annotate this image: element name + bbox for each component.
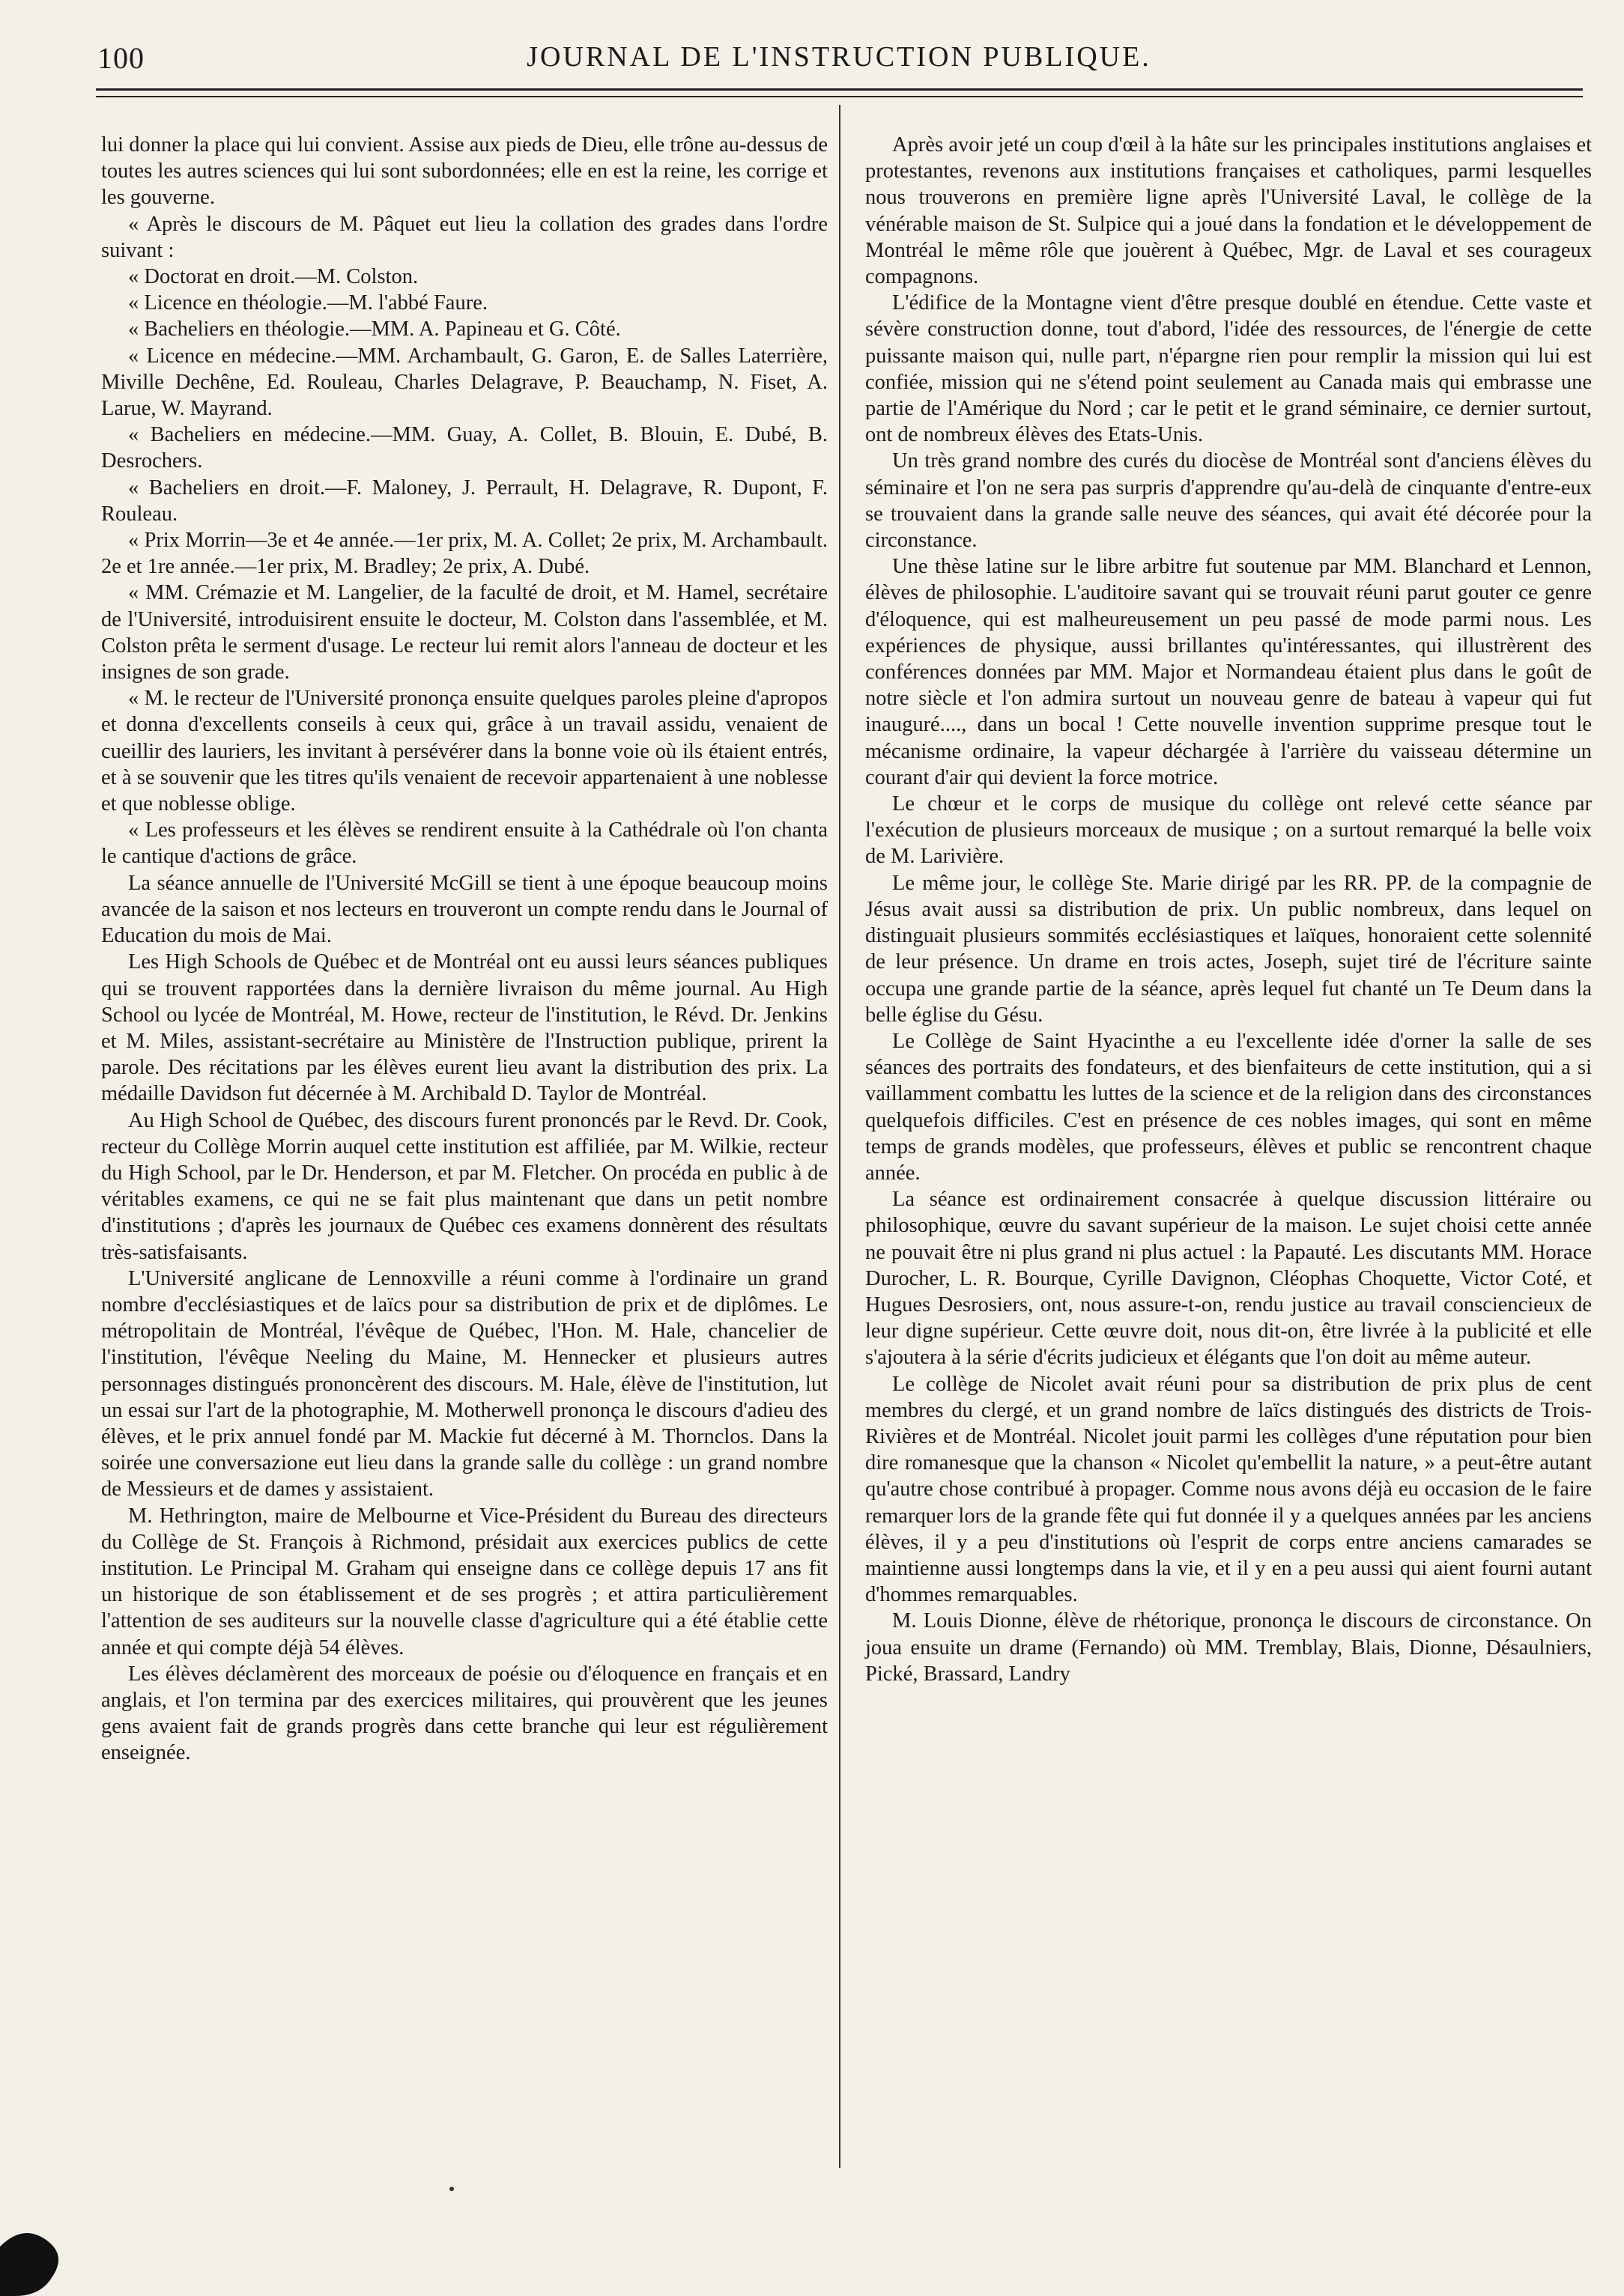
paragraph: lui donner la place qui lui convient. Assise aux pieds de Dieu, elle trône au-dessus de toutes les autres sciences qui lui sont subordonnées; elle en est la reine, les corrige et les gouverne.: [101, 133, 828, 210]
grade-entry: « Licence en médecine.—MM. Archambault, G. Garon, E. de Salles Laterrière, Miville Dechêne, Ed. Rouleau, Charles Delagrave, P. Beauchamp, N. Fiset, A. Larue, W. Mayrand.: [101, 344, 828, 421]
paragraph: La séance est ordinairement consacrée à quelque discussion littéraire ou philosophique, œuvre du savant supérieur de la maison. Le sujet choisi cette année ne pouvait être ni plus grand ni plus actuel : la Papauté. Les discutants MM. Horace Durocher, L. R. Bourque, Cyrille Davignon, Cléophas Choquette, Victor Coté, et Hugues Desrosiers, ont, nous assure-t-on, rendu justice au travail consciencieux de leur digne supérieur. Cette œuvre doit, nous dit-on, être livrée à la publicité et elle s'ajoutera à la série d'écrits judicieux et élégants que l'on doit au même auteur.: [865, 1188, 1592, 1370]
paragraph: Un très grand nombre des curés du diocèse de Montréal sont d'anciens élèves du séminaire et l'on ne sera pas surpris d'apprendre qu'au-delà de cinquante d'entre-eux se trouvaient dans la grande salle neuve des séances, qui avait été décorée pour la circonstance.: [865, 449, 1592, 553]
printer-dot: [449, 2187, 454, 2191]
grade-entry: « Doctorat en droit.—M. Colston.: [128, 265, 419, 289]
paragraph: M. Hethrington, maire de Melbourne et Vice-Président du Bureau des directeurs du Collège de St. François à Richmond, présidait aux exercices publics de cette institution. Le Principal M. Graham qui enseigne dans ce collège depuis 17 ans fit un historique de son établissement et de ses progrès ; et attira particulièrement l'attention de ses auditeurs sur la nouvelle classe d'agriculture qui a été établie cette année et qui compte déjà 54 élèves.: [101, 1504, 828, 1659]
left-column: [101, 132, 828, 1767]
paragraph: L'édifice de la Montagne vient d'être presque doublé en étendue. Cette vaste et sévère construction donne, tout d'abord, l'idée des ressources, de l'énergie de cette puissante maison qui, nulle part, n'épargne rien pour remplir la mission qui lui est confiée, mission qui ne s'étend point seulement au Canada mais qui embrasse une partie de l'Amérique du Nord ; car le petit et le grand séminaire, ce dernier surtout, ont de nombreux élèves des Etats-Unis.: [865, 291, 1592, 447]
journal-title: JOURNAL DE L'INSTRUCTION PUBLIQUE.: [527, 41, 1151, 73]
paragraph: Les High Schools de Québec et de Montréal ont eu aussi leurs séances publiques qui se trouvent rapportées dans la dernière livraison du même journal. Au High School ou lycée de Montréal, M. Howe, recteur de l'institution, le Révd. Dr. Jenkins et M. Miles, assistant-secrétaire au Ministère de l'Instruction publique, prirent la parole. Des récitations par les élèves eurent lieu avant la distribution des prix. La médaille Davidson fut décernée à M. Archibald D. Taylor de Montréal.: [101, 950, 828, 1106]
header-rule: [96, 88, 1583, 91]
paragraph: Le chœur et le corps de musique du collège ont relevé cette séance par l'exécution de plusieurs morceaux de musique ; on a surtout remarqué la belle voix de M. Larivière.: [865, 792, 1592, 869]
paragraph: Le Collège de Saint Hyacinthe a eu l'excellente idée d'orner la salle de ses séances des portraits des fondateurs, et des bienfaiteurs de cette institution, qui a si vaillamment combattu les luttes de la science et de la religion dans des circonstances quelquefois difficiles. C'est en présence de ces nobles images, qui sont en même temps de grands modèles, que professeurs, élèves et public se rencontrent chaque année.: [865, 1029, 1592, 1185]
paragraph: « M. le recteur de l'Université prononça ensuite quelques paroles pleine d'apropos et donna d'excellents conseils à ceux qui, grâce à un travail assidu, venaient de cueillir des lauriers, les invitant à persévérer dans la bonne voie où ils étaient entrés, et à se souvenir que les titres qu'ils venaient de recevoir appartenaient à une noblesse et que noblesse oblige.: [101, 687, 828, 816]
column-divider: [839, 105, 840, 2168]
paragraph: Le collège de Nicolet avait réuni pour sa distribution de prix plus de cent membres du clergé, et un grand nombre de laïcs distingués des districts de Trois-Rivières et de Montréal. Nicolet jouit parmi les collèges d'une réputation pour bien dire romanesque que la chanson « Nicolet qu'embellit la nature, » a peut-être autant qu'autre chose contribué à propager. Comme nous avons déjà eu occasion de le faire remarquer lors de la grande fête qui fut donnée il y a quelques années par les anciens élèves, il y a peu d'institutions où l'esprit de corps entre anciens camarades se maintienne aussi longtemps dans la vie, et il y en a peu aussi qui aient fourni autant d'hommes remarquables.: [865, 1372, 1592, 1607]
paragraph: Une thèse latine sur le libre arbitre fut soutenue par MM. Blanchard et Lennon, élèves de philosophie. L'auditoire savant qui se trouvait réuni parut gouter ce genre d'éloquence, qui est malheureusement un peu passé de mode parmi nous. Les expériences de physique, aussi brillantes qu'intéressantes, qui illustrèrent des conférences données par MM. Major et Normandeau étaient plus dans le goût de notre siècle et l'on admira surtout un nouveau genre de bateau à vapeur qui fut inauguré...., dans un bocal ! Cette nouvelle invention supprime presque tout le mécanisme ordinaire, la vapeur déchargée à l'arrière du vaisseau détermine un courant d'air qui devient la force motrice.: [865, 555, 1592, 789]
paragraph: « Après le discours de M. Pâquet eut lieu la collation des grades dans l'ordre suivant :: [101, 212, 828, 262]
paragraph: Les élèves déclamèrent des morceaux de poésie ou d'éloquence en français et en anglais, et l'on termina par des exercices militaires, qui prouvèrent que les jeunes gens avaient fait de grands progrès dans cette branche qui leur est régulièrement enseignée.: [101, 1662, 828, 1765]
grade-entry: « Bacheliers en droit.—F. Maloney, J. Perrault, H. Delagrave, R. Dupont, F. Rouleau.: [101, 476, 828, 526]
right-column: [865, 132, 1592, 1687]
paragraph: Après avoir jeté un coup d'œil à la hâte sur les principales institutions anglaises et protestantes, revenons aux institutions françaises et catholiques, parmi lesquelles nous trouverons en première ligne après l'Université Laval, le collège de la vénérable maison de St. Sulpice qui a joué dans la fondation et le développement de Montréal le même rôle que jouèrent à Québec, Mgr. de Laval et ses courageux compagnons.: [865, 133, 1592, 289]
paragraph: La séance annuelle de l'Université McGill se tient à une époque beaucoup moins avancée de la saison et nos lecteurs en trouveront un compte rendu dans le Journal of Education du mois de Mai.: [101, 871, 828, 948]
grade-entry: « Bacheliers en théologie.—MM. A. Papineau et G. Côté.: [128, 318, 621, 341]
paragraph: L'Université anglicane de Lennoxville a réuni comme à l'ordinaire un grand nombre d'ecclésiastiques et de laïcs pour sa distribution de prix et de diplômes. Le métropolitain de Montréal, l'évêque de Québec, l'Hon. M. Hale, chancelier de l'institution, l'évêque Neeling du Maine, M. Hennecker et plusieurs autres personnages distingués prononcèrent des discours. M. Hale, élève de l'institution, lut un essai sur l'art de la photographie, M. Motherwell prononça le discours d'adieu des élèves, et le prix annuel fondé par M. Mackie fut décerné à M. Thornclos. Dans la soirée une conversazione eut lieu dans la grande salle du collège : un grand nombre de Messieurs et de dames y assistaient.: [101, 1266, 828, 1501]
paragraph: « MM. Crémazie et M. Langelier, de la faculté de droit, et M. Hamel, secrétaire de l'Université, introduisirent ensuite le docteur, M. Colston dans l'assemblée, et M. Colston prêta le serment d'usage. Le recteur lui remit alors l'anneau de docteur et les insignes de son grade.: [101, 581, 828, 684]
header-rule-secondary: [96, 96, 1583, 97]
grade-entry: « Prix Morrin—3e et 4e année.—1er prix, M. A. Collet; 2e prix, M. Archambault. 2e et 1re année.—1er prix, M. Bradley; 2e prix, A. Dubé.: [101, 529, 828, 579]
page-number: 100: [97, 41, 145, 75]
page-header: [97, 34, 1581, 75]
grade-entry: « Licence en théologie.—M. l'abbé Faure.: [128, 291, 488, 315]
paragraph: Le même jour, le collège Ste. Marie dirigé par les RR. PP. de la compagnie de Jésus avait aussi sa distribution de prix. Un public nombreux, dans lequel on distinguait plusieurs sommités ecclésiastiques et laïques, honoraient cette solennité de leur présence. Un drame en trois actes, Joseph, sujet tiré de l'écriture sainte occupa une grande partie de la séance, après lequel fut chanté un Te Deum dans la belle église du Gésu.: [865, 871, 1592, 1027]
grade-entry: « Bacheliers en médecine.—MM. Guay, A. Collet, B. Blouin, E. Dubé, B. Desrochers.: [101, 423, 828, 473]
paragraph: Au High School de Québec, des discours furent prononcés par le Revd. Dr. Cook, recteur du Collège Morrin auquel cette institution est affiliée, par M. Wilkie, recteur du High School, par le Dr. Henderson, et par M. Fletcher. On procéda en public à de véritables examens, ce qui ne se fait plus maintenant que dans un petit nombre d'institutions ; d'après les journaux de Québec ces examens donnèrent des résultats très-satisfaisants.: [101, 1108, 828, 1264]
paragraph: « Les professeurs et les élèves se rendirent ensuite à la Cathédrale où l'on chanta le cantique d'actions de grâce.: [101, 819, 828, 869]
paragraph: M. Louis Dionne, élève de rhétorique, prononça le discours de circonstance. On joua ensuite un drame (Fernando) où MM. Tremblay, Blais, Dionne, Désaulniers, Pické, Brassard, Landry: [865, 1609, 1592, 1686]
scan-smudge: [0, 2202, 82, 2296]
